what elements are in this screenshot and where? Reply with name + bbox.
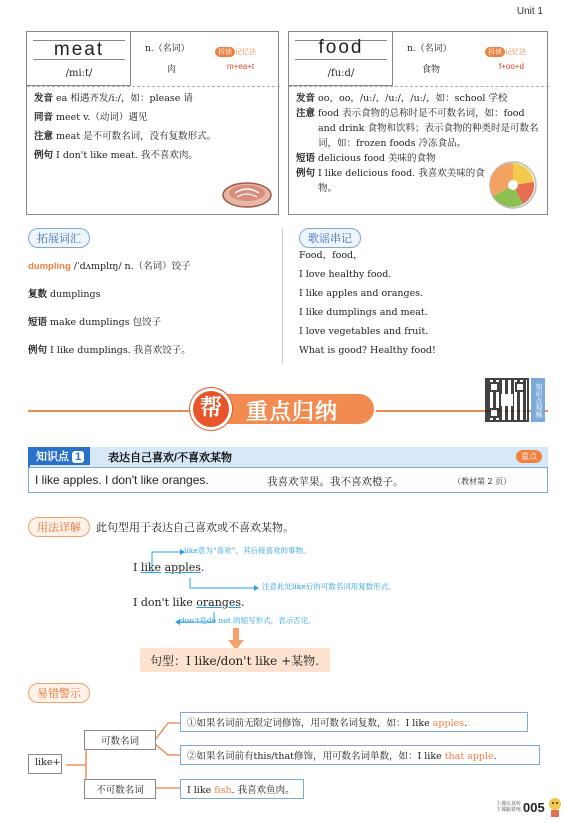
banner: [190, 388, 380, 430]
meat-rows: [34, 91, 274, 163]
usage-text: 此句型用于表达自己喜欢或不喜欢某物。: [96, 521, 294, 534]
food-row: 发音 oo，oo，/uː/，/uː/，/uː/，如：school 学校: [296, 93, 508, 104]
usage-note-1: like意为“喜欢”，其后接喜欢的事物。: [184, 546, 311, 555]
memo-tag: 拆读: [485, 47, 505, 57]
extend-row: 短语 make dumplings 包饺子: [28, 317, 162, 328]
food-plate-icon: [487, 160, 539, 210]
usage-sentence-2: I don't like oranges.: [133, 596, 245, 609]
usage-note-3: don't是do not 的缩写形式，表示否定。: [180, 616, 316, 625]
kp-num: 1: [72, 451, 84, 463]
chant-tag: 歌谣串记: [299, 228, 361, 248]
down-arrow-icon: [228, 628, 244, 650]
warn-rule-3: I like fish. 我喜欢鱼肉。: [180, 779, 304, 799]
kp-title: 表达自己喜欢/不喜欢某物: [108, 452, 233, 464]
qr-label: 知识点视频: [531, 378, 545, 422]
extend-head: [28, 258, 191, 272]
kp-sentence-cn: 我喜欢苹果。我不喜欢橙子。: [267, 476, 404, 488]
usage-tag: 用法详解: [28, 517, 90, 537]
food-row: 注意 food 表示食物的总称时是不可数名词，如：food and drink 食物和饮料；表示食物的种类时是可数名词，如：frozen foods 冷冻食品。: [296, 108, 539, 149]
food-word: food: [318, 37, 364, 58]
meat-row: 同音 meet v.（动词）遇见: [34, 112, 148, 123]
qr-code[interactable]: [485, 378, 529, 422]
kp-tag: 知识点 1: [30, 447, 90, 465]
chant-line: I like dumplings and meat.: [299, 307, 428, 318]
food-card: [288, 31, 548, 215]
food-pos: n.（名词）: [407, 44, 452, 54]
meat-pos: n.（名词）: [145, 44, 190, 54]
kp-source: （教材第 2 页）: [453, 477, 512, 486]
warn-branch-uncountable: 不可数名词: [84, 779, 156, 799]
meat-phonetic: /miːt/: [65, 68, 93, 79]
meat-word-box: [27, 32, 131, 86]
kp-badge: 重点: [516, 450, 542, 463]
pattern-box: [140, 648, 330, 672]
kp-header: [28, 447, 548, 467]
extend-row: 复数 dumplings: [28, 289, 101, 300]
extend-vocab-tag: 拓展词汇: [28, 228, 90, 248]
food-word-box: [289, 32, 393, 86]
meat-card: [26, 31, 279, 215]
warn-root: like+: [28, 754, 62, 774]
warn-rule-2: ②如果名词前有this/that修饰，用可数名词单数，如：I like that apple.: [180, 745, 540, 765]
food-meaning: 食物: [422, 65, 441, 75]
chant-line: I like apples and oranges.: [299, 288, 424, 299]
chant-line: I love healthy food.: [299, 269, 392, 280]
meat-memo-text: m+ea+t: [227, 62, 255, 71]
usage-sentence-1: I like apples.: [133, 561, 205, 574]
warn-rule-1: ①如果名词前无限定词修饰，用可数名词复数，如：I like apples.: [180, 712, 528, 732]
extend-row: 例句 I like dumplings. 我喜欢饺子。: [28, 345, 191, 356]
meat-memo: [215, 46, 256, 57]
banner-title: 重点归纳: [246, 400, 339, 425]
food-row: 短语 delicious food 美味的食物: [296, 153, 436, 164]
meat-word: meat: [53, 39, 105, 60]
chant-lines: [299, 246, 436, 360]
memo-label: 记忆法: [505, 49, 526, 56]
food-phonetic: /fuːd/: [327, 68, 355, 79]
meat-row: 例句 I don't like meat. 我不喜欢肉。: [34, 150, 198, 161]
page-number: 005: [523, 800, 545, 815]
banner-bang-circle: 帮: [190, 388, 232, 430]
meat-row: 发音 ea 相遇齐发/iː/，如：please 请: [34, 93, 193, 104]
chant-line: What is good? Healthy food!: [299, 345, 436, 356]
mascot-icon: [547, 796, 563, 818]
kp-sentence-en: I like apples. I don't like oranges.: [35, 473, 209, 487]
memo-label: 记忆法: [235, 49, 256, 56]
meat-meaning: 肉: [167, 65, 177, 75]
warn-tag: 易错警示: [28, 683, 90, 703]
chant-line: Food，food，: [299, 250, 363, 261]
meat-row: 注意 meat 是不可数名词，没有复数形式。: [34, 131, 217, 142]
pattern-text: 句型：I like/don't like +某物.: [150, 654, 319, 668]
dumpling-word: dumpling: [28, 261, 71, 272]
chant-line: I love vegetables and fruit.: [299, 326, 429, 337]
steak-icon: [221, 177, 273, 209]
food-memo: [485, 46, 526, 57]
food-memo-text: f+oo+d: [499, 62, 524, 71]
unit-label: Unit 1: [516, 6, 543, 17]
dumpling-def: /ˈdʌmplɪŋ/ n.（名词）饺子: [73, 261, 191, 272]
warn-branch-countable: 可数名词: [84, 730, 156, 750]
kp-sentence-box: [28, 467, 548, 493]
footer-series: 上课认真听 下课跟着练: [496, 801, 522, 813]
memo-tag: 拆读: [215, 47, 235, 57]
usage-note-2: 注意此处like后的可数名词用复数形式。: [262, 582, 396, 591]
food-row: 例句 I like delicious food. 我喜欢美味的食物。: [296, 168, 485, 194]
